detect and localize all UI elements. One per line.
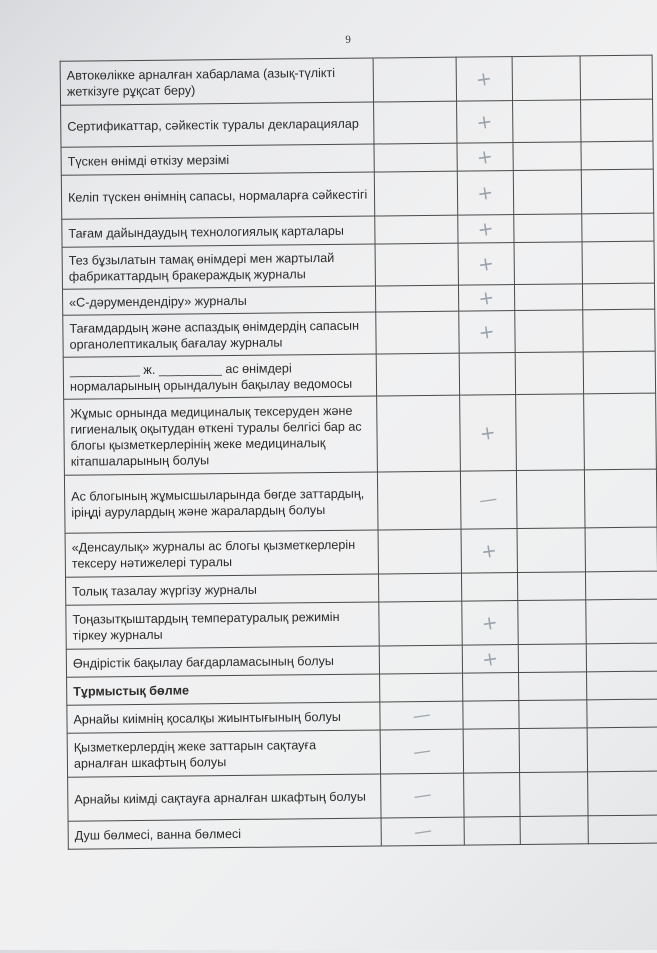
assessment-cell [583,309,655,352]
assessment-cell [580,55,652,100]
assessment-cell [373,57,457,102]
assessment-cell [375,243,459,286]
assessment-cell [375,311,459,354]
table-row [68,815,657,849]
handwritten-plus: + [476,216,496,241]
table-row [67,727,657,777]
assessment-cell [374,215,458,244]
assessment-cell [581,141,653,170]
table-row [61,169,653,219]
checklist-table [60,55,657,850]
assessment-cell [586,571,657,600]
assessment-cell [377,471,461,530]
assessment-cell [373,101,457,144]
assessment-cell [512,100,581,143]
assessment-cell [457,101,513,144]
assessment-cell [587,699,657,728]
assessment-cell [517,528,586,573]
assessment-cell [588,815,657,844]
table-row [63,351,655,399]
page-number: 9 [345,33,351,46]
assessment-cell [378,601,462,646]
assessment-cell [461,471,517,530]
criterion-text: Арнайы киімді сақтауға арналған шкафтың болуы [68,774,381,821]
handwritten-dash: — [411,783,433,807]
criterion-text: «Денсаулық» журналы ас блогы қызметкерлерін тексеру нәтижелері туралы [65,530,378,577]
assessment-cell [463,673,519,702]
assessment-cell [380,729,464,774]
assessment-cell [584,393,656,470]
table-row [65,527,657,577]
assessment-cell [519,700,588,729]
handwritten-plus: + [475,180,496,205]
assessment-cell [518,644,587,673]
handwritten-dash: — [412,819,434,843]
assessment-cell [513,214,582,243]
criterion-text: __________ ж. _________ ас өнімдері нормаларының орындалуын бақылау ведомосы [63,354,376,399]
assessment-cell [379,701,463,730]
handwritten-plus: + [477,319,497,344]
criterion-text: Душ бөлмесі, ванна бөлмесі [68,818,381,849]
assessment-cell [457,143,513,172]
assessment-cell [516,470,585,529]
assessment-cell [587,671,657,700]
criterion-text: Тоңазытқыштардың температуралық режимін тіркеу журналы [66,602,379,649]
handwritten-plus: + [476,251,496,276]
assessment-cell [463,645,519,674]
assessment-cell [459,285,515,312]
handwritten-plus: + [475,144,495,169]
criterion-text: Қызметкерлердің жеке заттарын сақтауға арналған шкафтың болуы [67,730,380,777]
assessment-cell [517,572,586,601]
assessment-cell [585,469,657,528]
assessment-cell [462,601,518,646]
assessment-cell [458,215,514,244]
assessment-cell [585,527,657,572]
assessment-cell [588,771,657,816]
criterion-text: «С-дәрумендендіру» журналы [62,286,375,315]
assessment-cell [519,728,588,773]
assessment-cell [462,573,518,602]
handwritten-plus: + [480,646,500,671]
assessment-cell [375,285,459,312]
assessment-cell [456,57,512,102]
table-row [63,309,655,357]
assessment-cell [518,672,587,701]
assessment-cell [458,243,514,286]
criterion-text: Тағамдардың және аспаздық өнімдердің сапасын органолептикалық бағалау журналы [63,312,376,357]
assessment-cell [459,311,515,354]
assessment-cell [381,817,465,846]
assessment-cell [513,142,582,171]
handwritten-plus: + [474,66,494,91]
table-row [61,99,653,147]
assessment-cell [512,56,581,101]
criterion-text: Тез бұзылатын тамақ өнімдері мен жартылай фабрикаттардың бракераждық журналы [62,244,375,289]
criterion-text: Жұмыс орнында медициналық тексеруден және гигиеналық оқытудан өткені туралы белгісі бар ас блогы қызметкерлерінің жеке медициналық кітапшаларының болуы [64,396,377,475]
assessment-cell [458,171,514,216]
assessment-cell [514,242,583,285]
assessment-cell [459,353,515,396]
assessment-cell [460,395,516,472]
handwritten-plus: + [480,610,500,635]
handwritten-plus: + [479,538,499,563]
table-row [64,393,657,475]
section-title: Тұрмыстық бөлме [67,674,380,705]
assessment-cell [581,99,653,142]
handwritten-plus: + [478,420,498,445]
assessment-cell [517,600,586,645]
assessment-cell [461,529,517,574]
assessment-cell [582,213,654,242]
assessment-cell [378,573,462,602]
handwritten-dash: — [410,703,432,727]
assessment-cell [380,773,464,818]
assessment-cell [374,143,458,172]
handwritten-dash: — [411,739,433,763]
table-row [62,241,654,289]
assessment-cell [587,643,657,672]
assessment-cell [515,352,584,395]
criterion-text: Өндірістік бақылау бағдарламасының болуы [66,646,379,677]
assessment-cell [520,816,589,845]
criterion-text: Түскен өнімді өткізу мерзімі [61,144,374,175]
assessment-cell [582,241,654,284]
assessment-cell [583,283,655,310]
assessment-cell [514,310,583,353]
assessment-cell [464,773,520,818]
criterion-text: Сертификаттар, сәйкестік туралы декларациялар [61,102,374,147]
assessment-cell [378,529,462,574]
assessment-cell [379,645,463,674]
table-row [60,55,652,105]
assessment-cell [513,170,582,215]
criterion-text: Келіп түскен өнімнің сапасы, нормаларға сәйкестігі [61,172,374,219]
criterion-text: Тағам дайындаудың технологиялық карталары [62,216,375,247]
assessment-cell [376,353,460,396]
criterion-text: Арнайы киімнің қосалқы жиынтығының болуы [67,702,380,733]
criterion-text: Толық тазалау жүргізу журналы [66,574,379,605]
assessment-cell [379,673,463,702]
assessment-cell [587,727,657,772]
criterion-text: Ас блогының жұмысшыларында бөгде заттардың, іріңді аурулардың және жаралардың болуы [64,472,377,533]
assessment-cell [463,729,519,774]
handwritten-plus: + [475,109,495,134]
assessment-cell [514,284,583,311]
table-row [68,771,657,821]
table-row [64,469,657,533]
table-row [66,599,657,649]
assessment-cell [584,351,656,394]
assessment-cell [463,701,519,730]
assessment-cell [519,772,588,817]
criterion-text: Автокөлікке арналған хабарлама (азық-түлікті жеткізуге рұқсат беру) [60,58,373,105]
assessment-cell [582,169,654,214]
assessment-cell [515,394,584,471]
assessment-cell [376,395,461,472]
handwritten-plus: + [477,285,497,310]
assessment-cell [374,171,458,216]
assessment-cell [464,817,520,846]
handwritten-dash: — [478,487,500,512]
assessment-cell [586,599,657,644]
